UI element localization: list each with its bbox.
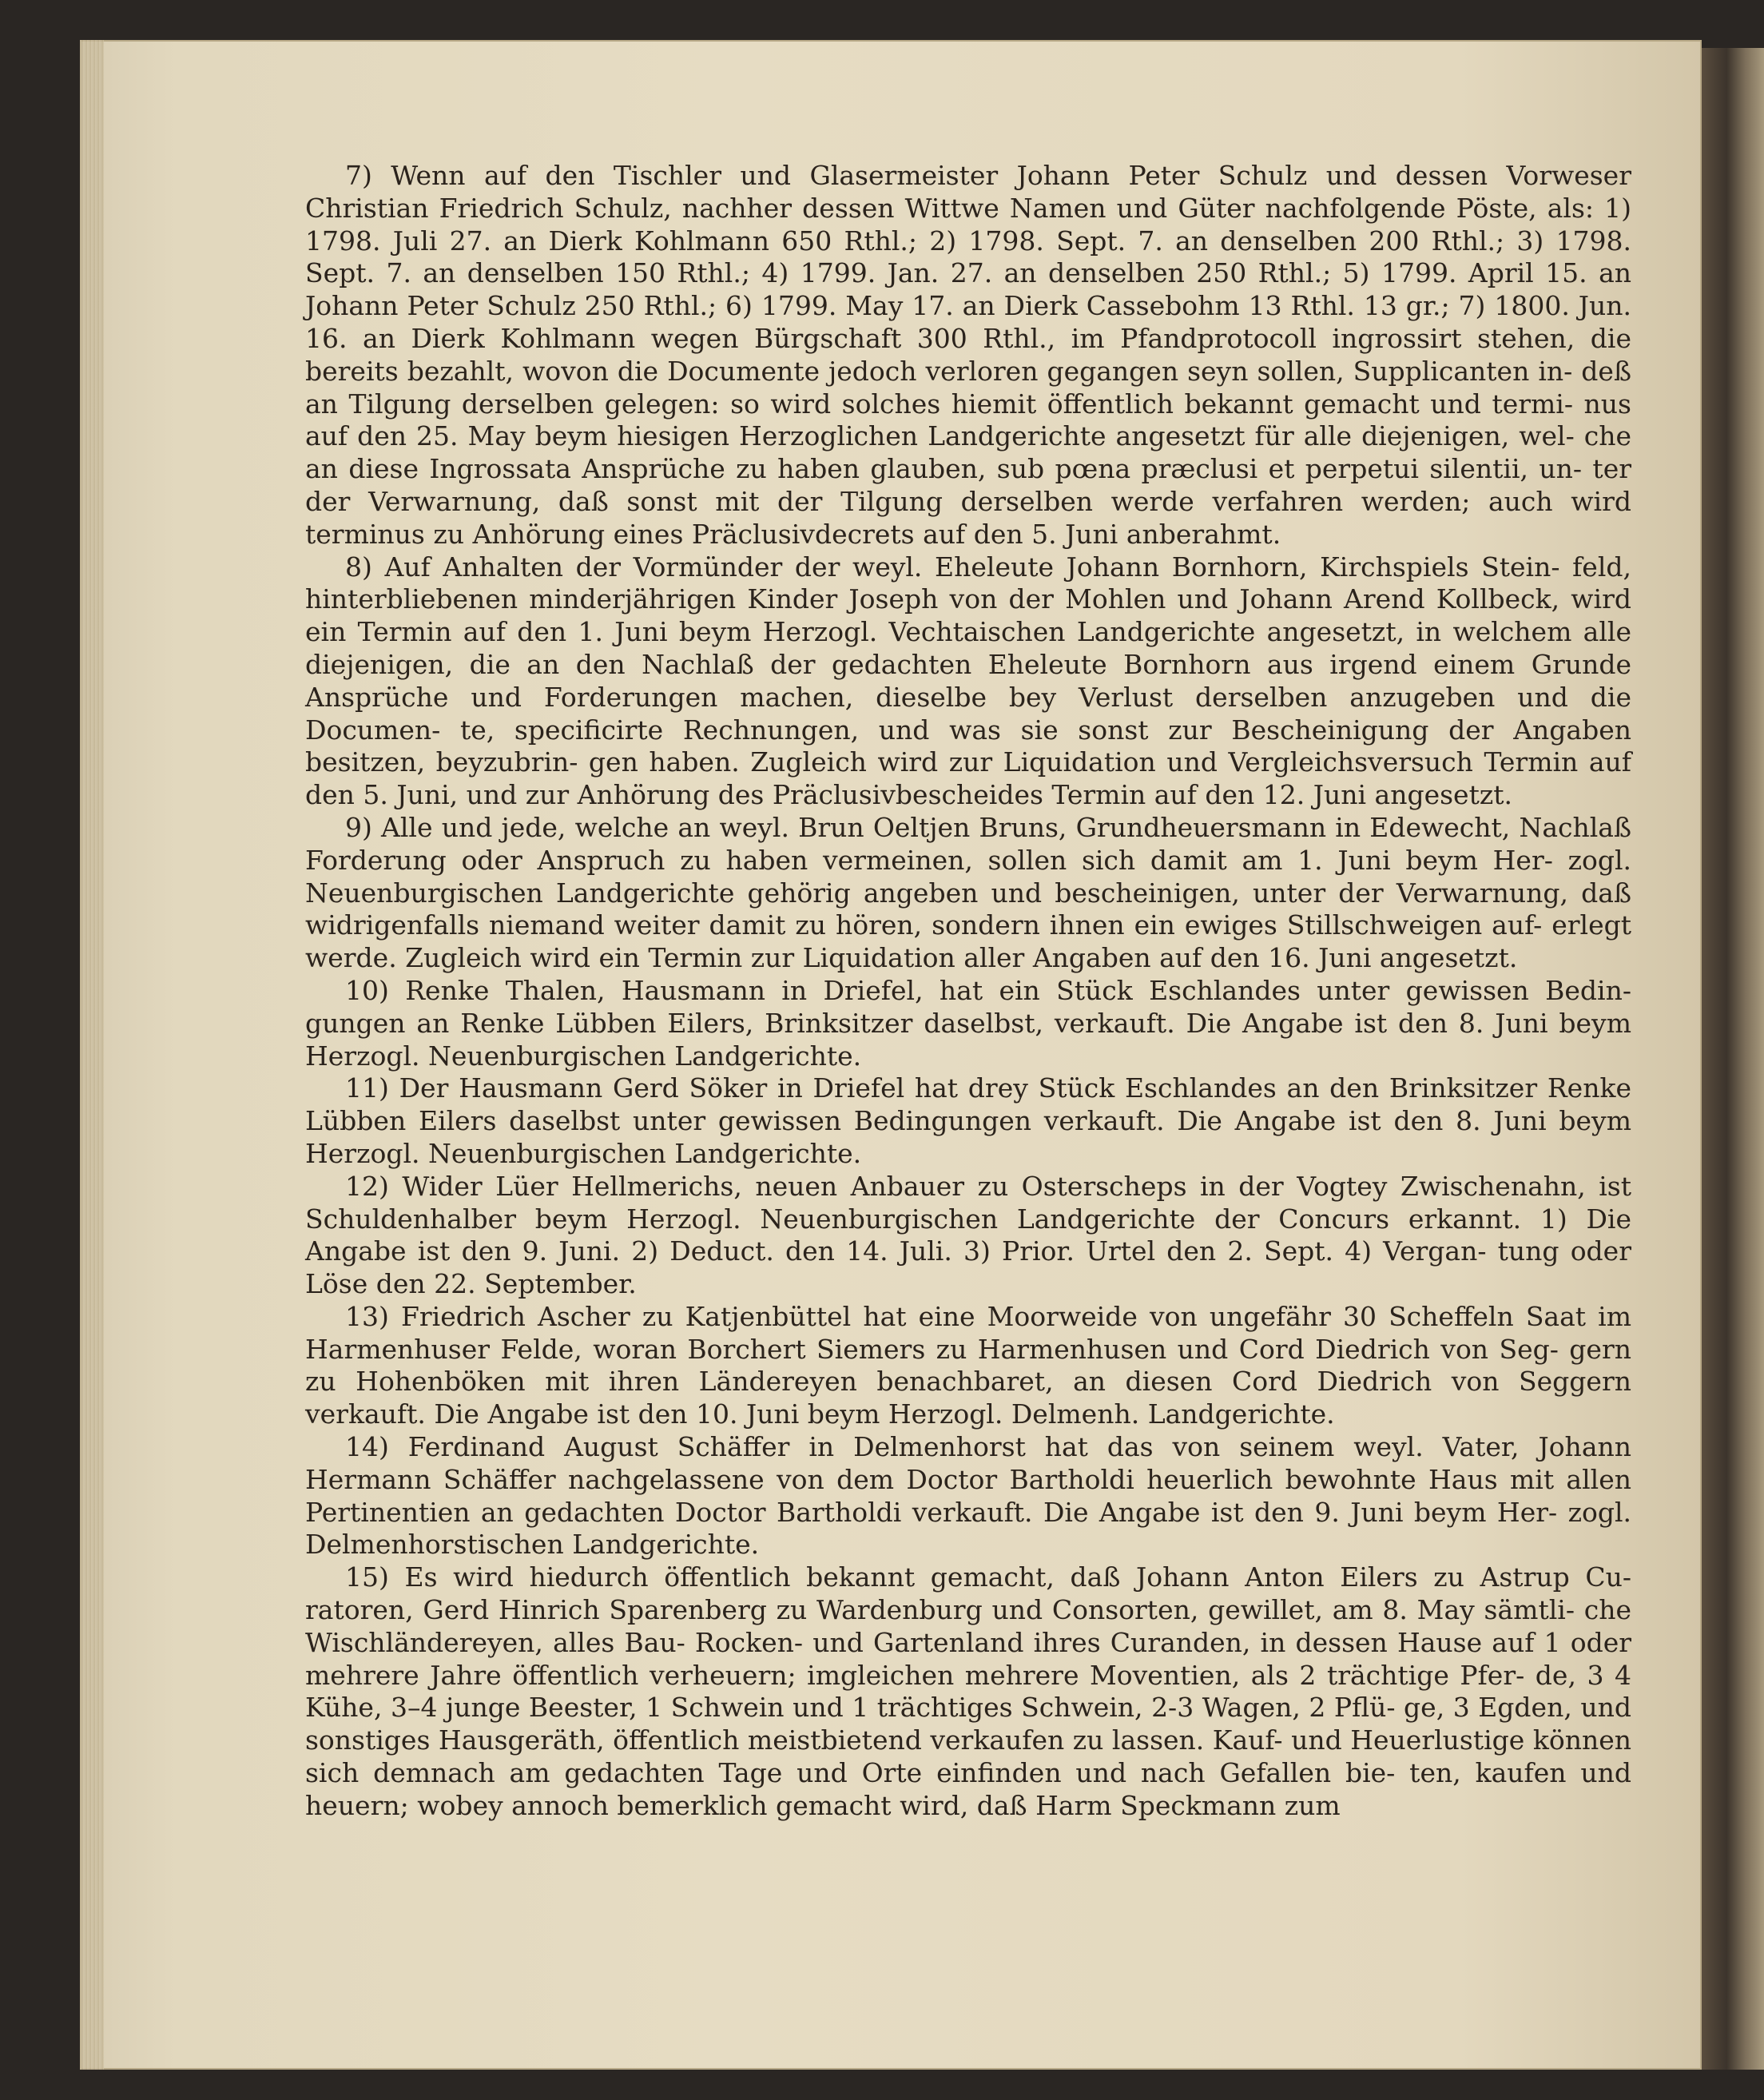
book-gutter xyxy=(1702,48,1764,2070)
paragraph-15: 15) Es wird hiedurch öffentlich bekannt gemacht, daß Johann Anton Eilers zu Astrup Cu- ratoren, Gerd Hinrich Sparenberg zu Wardenburg und Consorten, gewillet, am 8. May sämtli- che Wischländereyen, alles Bau- Rocken- und Gartenland ihres Curanden, in dessen Hause auf 1 oder mehrere Jahre öffentlich verheuern; imgleichen mehrere Moventien, als 2 trächtige Pfer- de, 3 4 Kühe, 3–4 junge Beester, 1 Schwein und 1 trächtiges Schwein, 2-3 Wagen, 2 Pflü- ge, 3 Egden, und sonstiges Hausgeräth, öffentlich meistbietend verkaufen zu lassen. Kauf- und Heuerlustige können sich demnach am gedachten Tage und Orte einfinden und nach Gefallen bie- ten, kaufen und heuern; wobey annoch bemerklich gemacht wird, daß Harm Speckmann zum xyxy=(305,1561,1631,1821)
paragraph-8: 8) Auf Anhalten der Vormünder der weyl. Eheleute Johann Bornhorn, Kirchspiels Stein- feld, hinterbliebenen minderjährigen Kinder Joseph von der Mohlen und Johann Arend Kollbeck, wird ein Termin auf den 1. Juni beym Herzogl. Vechtaischen Landgerichte angesetzt, in welchem alle diejenigen, die an den Nachlaß der gedachten Eheleute Bornhorn aus irgend einem Grunde Ansprüche und Forderungen machen, dieselbe bey Verlust derselben anzugeben und die Documen- te, specificirte Rechnungen, und was sie sonst zur Bescheinigung der Angaben besitzen, beyzubrin- gen haben. Zugleich wird zur Liquidation und Vergleichsversuch Termin auf den 5. Juni, und zur Anhörung des Präclusivbescheides Termin auf den 12. Juni angesetzt. xyxy=(305,551,1631,811)
paragraph-7: 7) Wenn auf den Tischler und Glasermeister Johann Peter Schulz und dessen Vorweser Christian Friedrich Schulz, nachher dessen Wittwe Namen und Güter nachfolgende Pöste, als: 1) 1798. Juli 27. an Dierk Kohlmann 650 Rthl.; 2) 1798. Sept. 7. an denselben 200 Rthl.; 3) 1798. Sept. 7. an denselben 150 Rthl.; 4) 1799. Jan. 27. an denselben 250 Rthl.; 5) 1799. April 15. an Johann Peter Schulz 250 Rthl.; 6) 1799. May 17. an Dierk Cassebohm 13 Rthl. 13 gr.; 7) 1800. Jun. 16. an Dierk Kohlmann wegen Bürgschaft 300 Rthl., im Pfandprotocoll ingrossirt stehen, die bereits bezahlt, wovon die Documente jedoch verloren gegangen seyn sollen, Supplicanten in- deß an Tilgung derselben gelegen: so wird solches hiemit öffentlich bekannt gemacht und termi- nus auf den 25. May beym hiesigen Herzoglichen Landgerichte angesetzt für alle diejenigen, wel- che an diese Ingrossata Ansprüche zu haben glauben, sub pœna præclusi et perpetui silentii, un- ter der Verwarnung, daß sonst mit der Tilgung derselben werde verfahren werden; auch wird terminus zu Anhörung eines Präclusivdecrets auf den 5. Juni anberahmt. xyxy=(305,160,1631,550)
page-edge-left xyxy=(80,40,104,2070)
paragraph-14: 14) Ferdinand August Schäffer in Delmenhorst hat das von seinem weyl. Vater, Johann Hermann Schäffer nachgelassene von dem Doctor Bartholdi heuerlich bewohnte Haus mit allen Pertinentien an gedachten Doctor Bartholdi verkauft. Die Angabe ist den 9. Juni beym Her- zogl. Delmenhorstischen Landgerichte. xyxy=(305,1431,1631,1561)
paragraph-10: 10) Renke Thalen, Hausmann in Driefel, hat ein Stück Eschlandes unter gewissen Bedin- gungen an Renke Lübben Eilers, Brinksitzer daselbst, verkauft. Die Angabe ist den 8. Juni beym Herzogl. Neuenburgischen Landgerichte. xyxy=(305,974,1631,1072)
paragraph-11: 11) Der Hausmann Gerd Söker in Driefel hat drey Stück Eschlandes an den Brinksitzer Renke Lübben Eilers daselbst unter gewissen Bedingungen verkauft. Die Angabe ist den 8. Juni beym Herzogl. Neuenburgischen Landgerichte. xyxy=(305,1072,1631,1169)
page-text xyxy=(305,160,1631,1823)
paragraph-13: 13) Friedrich Ascher zu Katjenbüttel hat eine Moorweide von ungefähr 30 Scheffeln Saat im Harmenhuser Felde, woran Borchert Siemers zu Harmenhusen und Cord Diedrich von Seg- gern zu Hohenböken mit ihren Ländereyen benachbaret, an diesen Cord Diedrich von Seggern verkauft. Die Angabe ist den 10. Juni beym Herzogl. Delmenh. Landgerichte. xyxy=(305,1300,1631,1430)
paragraph-12: 12) Wider Lüer Hellmerichs, neuen Anbauer zu Osterscheps in der Vogtey Zwischenahn, ist Schuldenhalber beym Herzogl. Neuenburgischen Landgerichte der Concurs erkannt. 1) Die Angabe ist den 9. Juni. 2) Deduct. den 14. Juli. 3) Prior. Urtel den 2. Sept. 4) Vergan- tung oder Löse den 22. September. xyxy=(305,1170,1631,1300)
paragraph-9: 9) Alle und jede, welche an weyl. Brun Oeltjen Bruns, Grundheuersmann in Edewecht, Nachlaß Forderung oder Anspruch zu haben vermeinen, sollen sich damit am 1. Juni beym Her- zogl. Neuenburgischen Landgerichte gehörig angeben und bescheinigen, unter der Verwarnung, daß widrigenfalls niemand weiter damit zu hören, sondern ihnen ein ewiges Stillschweigen auf- erlegt werde. Zugleich wird ein Termin zur Liquidation aller Angaben auf den 16. Juni angesetzt. xyxy=(305,811,1631,974)
